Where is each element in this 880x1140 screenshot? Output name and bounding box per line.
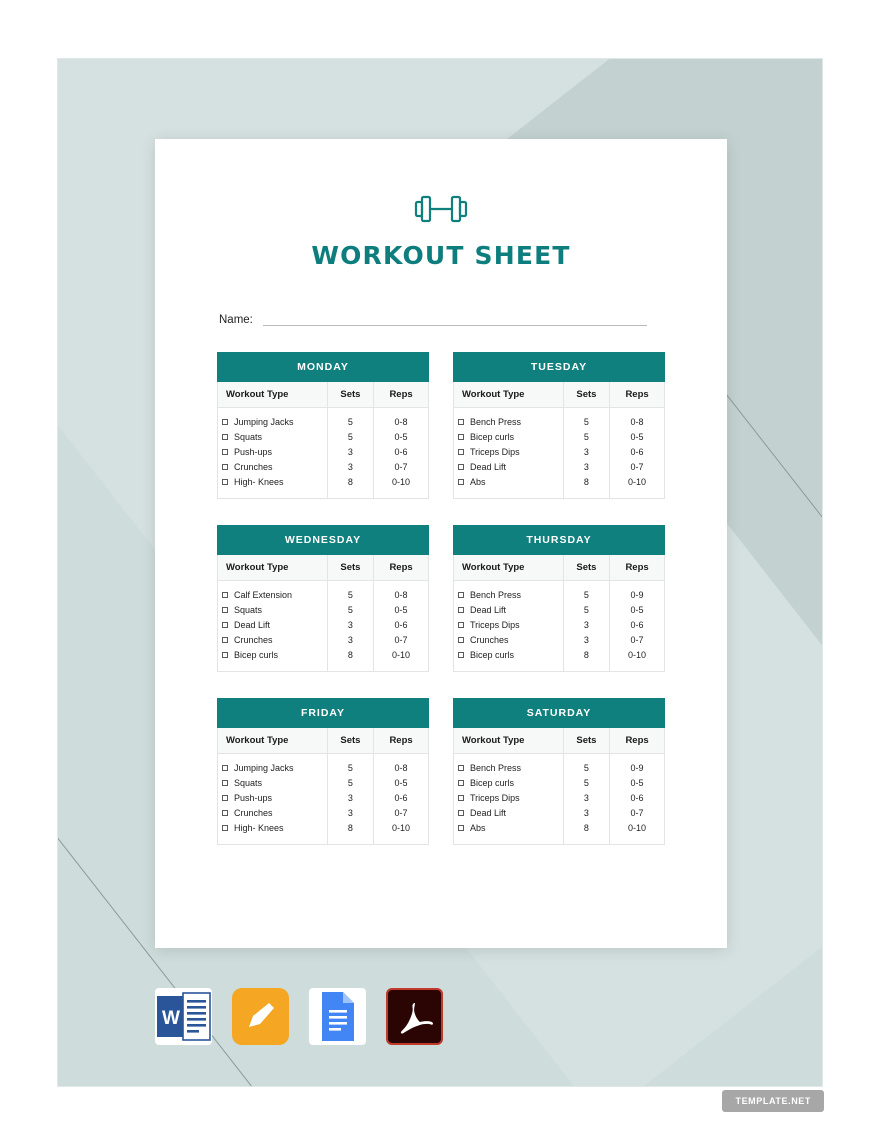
sets-value: 5 (563, 430, 609, 445)
sets-value: 3 (327, 445, 373, 460)
table-row (454, 618, 665, 633)
sets-value: 5 (327, 754, 373, 776)
checkbox[interactable] (222, 622, 228, 628)
reps-value: 0-8 (610, 408, 665, 430)
checkbox[interactable] (222, 592, 228, 598)
sets-value: 5 (563, 754, 609, 776)
workout-type: Bicep curls (470, 650, 515, 660)
sets-value: 8 (327, 475, 373, 499)
table-row (218, 776, 429, 791)
day-header: MONDAY (217, 352, 429, 382)
table-row (454, 633, 665, 648)
sets-value: 8 (563, 648, 609, 672)
pages-icon[interactable] (232, 988, 289, 1045)
workout-type: Triceps Dips (470, 793, 520, 803)
checkbox[interactable] (222, 434, 228, 440)
table-row (454, 806, 665, 821)
svg-text:W: W (162, 1008, 180, 1029)
workout-type: Bicep curls (470, 432, 515, 442)
table-row (218, 408, 429, 430)
day-card-saturday (453, 698, 665, 845)
checkbox[interactable] (222, 652, 228, 658)
table-row (454, 475, 665, 499)
table-header-row (218, 382, 429, 408)
table-row (218, 475, 429, 499)
reps-value: 0-10 (610, 648, 665, 672)
reps-value: 0-8 (374, 408, 429, 430)
reps-value: 0-7 (374, 460, 429, 475)
sets-value: 3 (327, 791, 373, 806)
workout-type: Jumping Jacks (234, 763, 294, 773)
table-row (454, 821, 665, 845)
pdf-icon[interactable] (386, 988, 443, 1045)
workout-table (453, 555, 665, 672)
workout-type: Crunches (234, 635, 273, 645)
column-header-reps: Reps (374, 555, 429, 581)
checkbox[interactable] (458, 592, 464, 598)
column-header-type: Workout Type (454, 555, 564, 581)
column-header-reps: Reps (374, 728, 429, 754)
reps-value: 0-5 (374, 603, 429, 618)
workout-type: High- Knees (234, 477, 284, 487)
column-header-sets: Sets (563, 728, 609, 754)
reps-value: 0-5 (610, 776, 665, 791)
reps-value: 0-9 (610, 581, 665, 603)
checkbox[interactable] (458, 464, 464, 470)
column-header-type: Workout Type (454, 728, 564, 754)
reps-value: 0-8 (374, 581, 429, 603)
watermark-badge: TEMPLATE.NET (722, 1090, 824, 1112)
checkbox[interactable] (458, 479, 464, 485)
workout-type: Bicep curls (470, 778, 515, 788)
reps-value: 0-6 (610, 791, 665, 806)
name-input[interactable] (263, 312, 647, 326)
table-row (218, 460, 429, 475)
column-header-type: Workout Type (218, 728, 328, 754)
checkbox[interactable] (222, 825, 228, 831)
reps-value: 0-5 (374, 776, 429, 791)
dumbbell-icon (412, 189, 470, 229)
checkbox[interactable] (458, 780, 464, 786)
sets-value: 5 (327, 430, 373, 445)
sets-value: 3 (563, 791, 609, 806)
workout-type: Squats (234, 605, 263, 615)
column-header-type: Workout Type (218, 382, 328, 408)
checkbox[interactable] (458, 622, 464, 628)
checkbox[interactable] (222, 795, 228, 801)
column-header-reps: Reps (374, 382, 429, 408)
name-field-row (219, 312, 665, 326)
sets-value: 5 (327, 603, 373, 618)
checkbox[interactable] (458, 607, 464, 613)
reps-value: 0-10 (374, 821, 429, 845)
table-row (218, 618, 429, 633)
sets-value: 3 (563, 806, 609, 821)
workout-type: Squats (234, 778, 263, 788)
sets-value: 3 (327, 633, 373, 648)
workout-type: Bench Press (470, 590, 522, 600)
table-row (454, 776, 665, 791)
table-row (454, 791, 665, 806)
column-header-reps: Reps (610, 728, 665, 754)
reps-value: 0-8 (374, 754, 429, 776)
checkbox[interactable] (222, 765, 228, 771)
checkbox[interactable] (222, 449, 228, 455)
week-grid (217, 352, 665, 845)
reps-value: 0-7 (374, 633, 429, 648)
checkbox[interactable] (222, 637, 228, 643)
reps-value: 0-10 (374, 648, 429, 672)
checkbox[interactable] (458, 637, 464, 643)
checkbox[interactable] (458, 449, 464, 455)
logo (217, 189, 665, 229)
sets-value: 8 (563, 475, 609, 499)
table-row (218, 821, 429, 845)
day-header: THURSDAY (453, 525, 665, 555)
table-row (218, 445, 429, 460)
checkbox[interactable] (458, 765, 464, 771)
workout-type: Crunches (470, 635, 509, 645)
reps-value: 0-5 (610, 430, 665, 445)
checkbox[interactable] (222, 419, 228, 425)
table-row (218, 603, 429, 618)
column-header-sets: Sets (563, 382, 609, 408)
workout-type: Bicep curls (234, 650, 279, 660)
column-header-type: Workout Type (454, 382, 564, 408)
name-label: Name: (219, 314, 253, 326)
day-header: TUESDAY (453, 352, 665, 382)
checkbox[interactable] (458, 652, 464, 658)
sets-value: 8 (327, 648, 373, 672)
workout-table (217, 555, 429, 672)
workout-type: Crunches (234, 462, 273, 472)
google-docs-icon[interactable] (309, 988, 366, 1045)
sets-value: 3 (563, 633, 609, 648)
workout-type: Triceps Dips (470, 447, 520, 457)
day-card-friday (217, 698, 429, 845)
sets-value: 5 (563, 408, 609, 430)
workout-table (217, 382, 429, 499)
reps-value: 0-10 (610, 821, 665, 845)
workout-type: Jumping Jacks (234, 417, 294, 427)
reps-value: 0-6 (374, 791, 429, 806)
sets-value: 8 (327, 821, 373, 845)
sets-value: 3 (563, 445, 609, 460)
workout-type: Dead Lift (470, 605, 507, 615)
reps-value: 0-6 (610, 445, 665, 460)
reps-value: 0-5 (374, 430, 429, 445)
table-row (454, 460, 665, 475)
table-header-row (218, 555, 429, 581)
table-row (454, 408, 665, 430)
checkbox[interactable] (222, 464, 228, 470)
reps-value: 0-7 (610, 460, 665, 475)
word-icon[interactable] (155, 988, 212, 1045)
workout-type: High- Knees (234, 823, 284, 833)
sets-value: 3 (327, 460, 373, 475)
workout-table (453, 728, 665, 845)
workout-type: Triceps Dips (470, 620, 520, 630)
sets-value: 3 (563, 618, 609, 633)
checkbox[interactable] (458, 810, 464, 816)
workout-type: Crunches (234, 808, 273, 818)
column-header-sets: Sets (327, 555, 373, 581)
reps-value: 0-6 (374, 618, 429, 633)
reps-value: 0-6 (374, 445, 429, 460)
reps-value: 0-5 (610, 603, 665, 618)
workout-type: Calf Extension (234, 590, 293, 600)
workout-type: Push-ups (234, 447, 273, 457)
day-header: WEDNESDAY (217, 525, 429, 555)
table-header-row (454, 382, 665, 408)
checkbox[interactable] (222, 780, 228, 786)
reps-value: 0-7 (610, 806, 665, 821)
table-row (454, 581, 665, 603)
column-header-sets: Sets (327, 728, 373, 754)
table-row (218, 430, 429, 445)
workout-type: Abs (470, 823, 486, 833)
checkbox[interactable] (222, 479, 228, 485)
column-header-sets: Sets (563, 555, 609, 581)
workout-table (453, 382, 665, 499)
workout-type: Push-ups (234, 793, 273, 803)
day-card-thursday (453, 525, 665, 672)
sets-value: 5 (327, 581, 373, 603)
reps-value: 0-6 (610, 618, 665, 633)
reps-value: 0-7 (610, 633, 665, 648)
day-card-wednesday (217, 525, 429, 672)
column-header-type: Workout Type (218, 555, 328, 581)
table-header-row (454, 728, 665, 754)
table-row (218, 581, 429, 603)
reps-value: 0-9 (610, 754, 665, 776)
reps-value: 0-7 (374, 806, 429, 821)
sets-value: 3 (563, 460, 609, 475)
sets-value: 3 (327, 806, 373, 821)
table-row (218, 633, 429, 648)
checkbox[interactable] (458, 825, 464, 831)
workout-type: Squats (234, 432, 263, 442)
sets-value: 5 (563, 776, 609, 791)
workout-table (217, 728, 429, 845)
column-header-reps: Reps (610, 382, 665, 408)
checkbox[interactable] (222, 810, 228, 816)
table-row (218, 648, 429, 672)
table-row (218, 754, 429, 776)
table-row (454, 445, 665, 460)
sets-value: 5 (563, 603, 609, 618)
checkbox[interactable] (458, 419, 464, 425)
checkbox[interactable] (458, 795, 464, 801)
checkbox[interactable] (222, 607, 228, 613)
workout-type: Bench Press (470, 417, 522, 427)
table-row (218, 791, 429, 806)
workout-type: Dead Lift (470, 462, 507, 472)
reps-value: 0-10 (610, 475, 665, 499)
day-card-monday (217, 352, 429, 499)
workout-type: Dead Lift (234, 620, 271, 630)
sets-value: 5 (327, 408, 373, 430)
workout-type: Dead Lift (470, 808, 507, 818)
day-header: SATURDAY (453, 698, 665, 728)
sets-value: 5 (563, 581, 609, 603)
checkbox[interactable] (458, 434, 464, 440)
workout-type: Bench Press (470, 763, 522, 773)
column-header-sets: Sets (327, 382, 373, 408)
sets-value: 8 (563, 821, 609, 845)
document-page (155, 139, 727, 948)
format-icons (155, 988, 443, 1045)
day-header: FRIDAY (217, 698, 429, 728)
table-row (454, 754, 665, 776)
sets-value: 5 (327, 776, 373, 791)
table-row (454, 430, 665, 445)
workout-type: Abs (470, 477, 486, 487)
table-row (218, 806, 429, 821)
day-card-tuesday (453, 352, 665, 499)
table-header-row (454, 555, 665, 581)
table-row (454, 603, 665, 618)
page-title: WORKOUT SHEET (311, 241, 571, 270)
sets-value: 3 (327, 618, 373, 633)
column-header-reps: Reps (610, 555, 665, 581)
reps-value: 0-10 (374, 475, 429, 499)
table-header-row (218, 728, 429, 754)
table-row (454, 648, 665, 672)
